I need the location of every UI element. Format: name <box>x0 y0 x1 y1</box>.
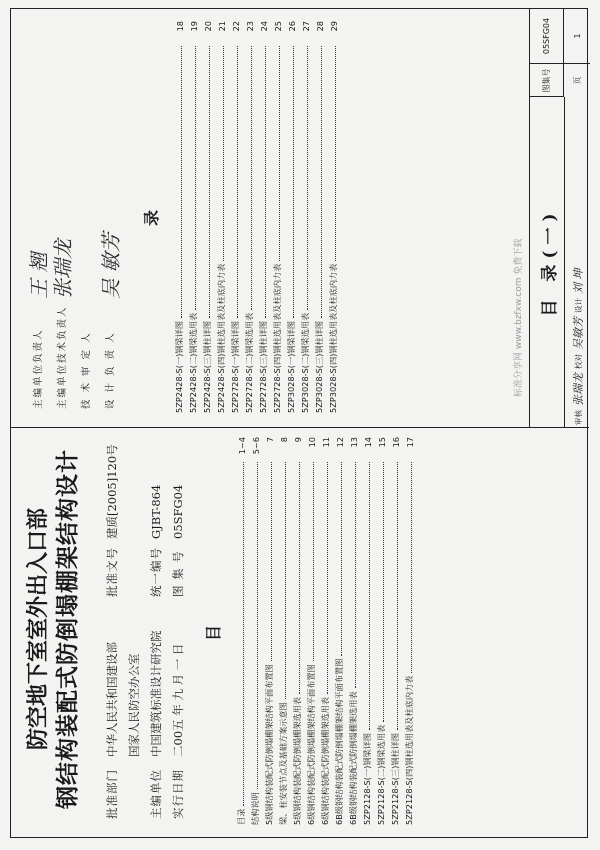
meta-row <box>123 439 145 819</box>
toc-page: 18 <box>175 21 185 32</box>
leader-dots <box>307 46 308 310</box>
leader-dots <box>181 46 182 318</box>
toc-title: 5ZP2428-S(一)钢梁详图 <box>174 320 184 413</box>
leader-dots <box>383 462 384 722</box>
toc-heading: 目 <box>204 625 223 642</box>
design-signature: 刘 坤 <box>572 268 585 294</box>
signer-role: 主编单位负责人 <box>33 328 44 409</box>
leader-dots <box>355 462 356 688</box>
signature: 吴 敏芳 <box>98 232 123 299</box>
meta-key: 批准部门 <box>105 769 119 819</box>
title-line-2: 钢结构装配式防倒塌棚架结构设计 <box>54 449 81 809</box>
toc-title: 结构说明 <box>250 792 260 825</box>
toc-title: 6B级钢结构装配式防倒塌棚架结构平面布置图 <box>334 658 344 825</box>
toc-title: 梁、柱安装节点及基础方案示意图 <box>278 702 288 825</box>
leader-dots <box>411 462 412 673</box>
toc-title: 6级钢结构装配式防倒塌棚架选用表 <box>320 696 330 825</box>
toc-title: 5ZP2728-S(三)钢柱详图 <box>258 320 268 413</box>
atlas-info <box>530 9 590 97</box>
leader-dots <box>271 462 272 661</box>
leader-dots <box>321 46 322 318</box>
toc-title: 5ZP2428-S(四)钢柱选用表及柱底内力表 <box>216 263 226 413</box>
toc-page: 22 <box>231 21 241 32</box>
toc-entry[interactable] <box>317 437 331 825</box>
toc-entry[interactable] <box>345 437 359 825</box>
toc-title: 5级钢结构装配式防倒塌棚架结构平面布置图 <box>264 664 274 825</box>
atlas-number: 05SFG04 <box>530 9 564 63</box>
signer-role: 设 计 负 责 人 <box>105 331 116 409</box>
toc-entry[interactable] <box>289 437 303 825</box>
leader-dots <box>299 462 300 694</box>
toc-page: 21 <box>217 21 227 32</box>
toc-entry[interactable] <box>261 437 275 825</box>
meta-value: 二00五 年 九 月 一 日 <box>171 643 185 757</box>
leader-dots <box>293 46 294 318</box>
meta-row <box>167 439 189 819</box>
atlas-title <box>23 439 83 819</box>
toc-entry[interactable] <box>213 21 227 413</box>
toc-page: 11 <box>321 437 331 448</box>
toc-title: 5ZP2128-S(二)钢梁选用表 <box>376 724 386 825</box>
signer-row <box>97 29 121 409</box>
toc-title: 5ZP3028-S(三)钢柱详图 <box>314 320 324 413</box>
leader-dots <box>341 462 342 656</box>
toc-entry[interactable] <box>387 437 401 825</box>
meta-value: 国家人民防空办公室 <box>127 653 141 757</box>
title-line-1: 防空地下室室外出入口部 <box>25 508 51 751</box>
toc-entry[interactable] <box>185 21 199 413</box>
meta-value-2: 建质[2005]120号 <box>105 444 119 539</box>
meta-row <box>145 439 167 819</box>
meta-value: 中国建筑标准设计研究院 <box>149 630 163 757</box>
approval-info <box>101 439 189 819</box>
signature: 王 翘 <box>26 252 51 299</box>
toc-entry[interactable] <box>325 21 339 413</box>
toc-title: 5ZP3028-S(二)钢梁选用表 <box>300 312 310 413</box>
meta-value-2: GJBT-864 <box>149 484 163 539</box>
toc-left <box>233 437 415 825</box>
leader-dots <box>279 46 280 261</box>
toc-entry[interactable] <box>255 21 269 413</box>
toc-entry[interactable] <box>373 437 387 825</box>
page-label: 页 <box>564 63 590 97</box>
leader-dots <box>335 46 336 261</box>
toc-page: 26 <box>287 21 297 32</box>
toc-page: 20 <box>203 21 213 32</box>
toc-page: 27 <box>301 21 311 32</box>
toc-entry[interactable] <box>283 21 297 413</box>
toc-title: 5ZP2728-S(四)钢柱选用表及柱底内力表 <box>272 263 282 413</box>
sheet-name: 目 录(一) <box>530 96 564 427</box>
drawing-sheet <box>10 8 588 838</box>
toc-page: 15 <box>377 437 387 448</box>
signer-row <box>73 29 97 409</box>
toc-entry[interactable] <box>275 437 289 825</box>
check-signature: 吴敏芳 <box>572 317 585 350</box>
toc-page: 10 <box>307 437 317 448</box>
toc-title: 5ZP2428-S(二)钢梁选用表 <box>188 312 198 413</box>
toc-page: 5~6 <box>251 437 261 455</box>
toc-page: 9 <box>293 437 303 443</box>
review-label: 审核 <box>573 410 583 425</box>
design-label: 设计 <box>573 298 583 313</box>
toc-right <box>171 21 339 413</box>
leader-dots <box>285 462 286 699</box>
toc-title: 目录 <box>236 808 246 825</box>
check-label: 校对 <box>573 354 583 369</box>
toc-half <box>11 9 589 427</box>
toc-entry[interactable] <box>297 21 311 413</box>
toc-entry[interactable] <box>311 21 325 413</box>
leader-dots <box>223 46 224 261</box>
toc-page: 23 <box>245 21 255 32</box>
leader-dots <box>257 462 258 789</box>
toc-title: 5ZP2128-S(四)钢柱选用表及柱底内力表 <box>404 675 414 825</box>
toc-entry[interactable] <box>269 21 283 413</box>
meta-key-2: 批准文号 <box>105 547 119 597</box>
signer-row <box>49 29 73 409</box>
signer-role: 技 术 审 定 人 <box>81 331 92 409</box>
toc-page: 13 <box>349 437 359 448</box>
signer-row <box>25 29 49 409</box>
approval-signatures <box>564 97 591 427</box>
leader-dots <box>313 462 314 661</box>
meta-value-2: 05SFG04 <box>171 484 185 539</box>
toc-title: 5ZP2128-S(三)钢柱详图 <box>390 732 400 825</box>
watermark: 标准分享网 www.bzfxw.com 免费下载 <box>514 238 524 397</box>
meta-row <box>101 439 123 819</box>
signer-role: 主编单位技术负责人 <box>57 305 68 409</box>
toc-page: 14 <box>363 437 373 448</box>
meta-key: 主编单位 <box>149 769 163 819</box>
toc-page: 17 <box>405 437 415 448</box>
meta-key-2: 统一编号 <box>149 547 163 597</box>
toc-page: 25 <box>273 21 283 32</box>
cover-half <box>11 427 589 839</box>
toc-entry[interactable] <box>199 21 213 413</box>
page-number: 1 <box>572 33 582 39</box>
leader-dots <box>327 462 328 694</box>
title-block <box>529 9 589 427</box>
toc-entry[interactable] <box>359 437 373 825</box>
toc-page: 24 <box>259 21 269 32</box>
toc-page: 28 <box>315 21 325 32</box>
toc-title: 6B级钢结构装配式防倒塌棚架选用表 <box>348 691 358 825</box>
toc-title: 6级钢结构装配式防倒塌棚架结构平面布置图 <box>306 664 316 825</box>
toc-page: 19 <box>189 21 199 32</box>
toc-title: 5ZP2428-S(三)钢柱详图 <box>202 320 212 413</box>
toc-title: 5级钢结构装配式防倒塌棚架选用表 <box>292 696 302 825</box>
toc-page: 8 <box>279 437 289 443</box>
toc-title: 5ZP3028-S(四)钢柱选用表及柱底内力表 <box>328 263 338 413</box>
atlas-label: 图集号 <box>530 63 564 97</box>
signature: 张瑞龙 <box>50 239 75 299</box>
toc-heading-2: 录 <box>142 210 161 227</box>
leader-dots <box>397 462 398 730</box>
leader-dots <box>195 46 196 310</box>
meta-key-2: 图 集 号 <box>171 550 185 597</box>
review-signature: 张瑞龙 <box>572 373 585 406</box>
responsible-persons <box>25 29 121 409</box>
leader-dots <box>265 46 266 318</box>
toc-page: 12 <box>335 437 345 448</box>
toc-page: 16 <box>391 437 401 448</box>
rotated-content <box>11 9 589 839</box>
leader-dots <box>237 46 238 318</box>
toc-entry[interactable] <box>227 21 241 413</box>
leader-dots <box>251 46 252 310</box>
meta-key: 实行日期 <box>171 769 185 819</box>
meta-value: 中华人民共和国建设部 <box>105 642 119 757</box>
toc-entry[interactable] <box>233 437 247 825</box>
toc-title: 5ZP2728-S(一)钢梁详图 <box>230 320 240 413</box>
leader-dots <box>209 46 210 318</box>
toc-page: 1~4 <box>237 437 247 455</box>
toc-entry[interactable] <box>171 21 185 413</box>
toc-entry[interactable] <box>241 21 255 413</box>
leader-dots <box>243 462 244 806</box>
toc-page: 7 <box>265 437 275 443</box>
toc-entry[interactable] <box>401 437 415 825</box>
leader-dots <box>369 462 370 730</box>
toc-title: 5ZP2728-S(二)钢梁选用表 <box>244 312 254 413</box>
toc-entry[interactable] <box>303 437 317 825</box>
toc-entry[interactable] <box>247 437 261 825</box>
toc-entry[interactable] <box>331 437 345 825</box>
toc-page: 29 <box>329 21 339 32</box>
toc-title: 5ZP2128-S(一)钢梁详图 <box>362 732 372 825</box>
toc-title: 5ZP3028-S(一)钢梁详图 <box>286 320 296 413</box>
